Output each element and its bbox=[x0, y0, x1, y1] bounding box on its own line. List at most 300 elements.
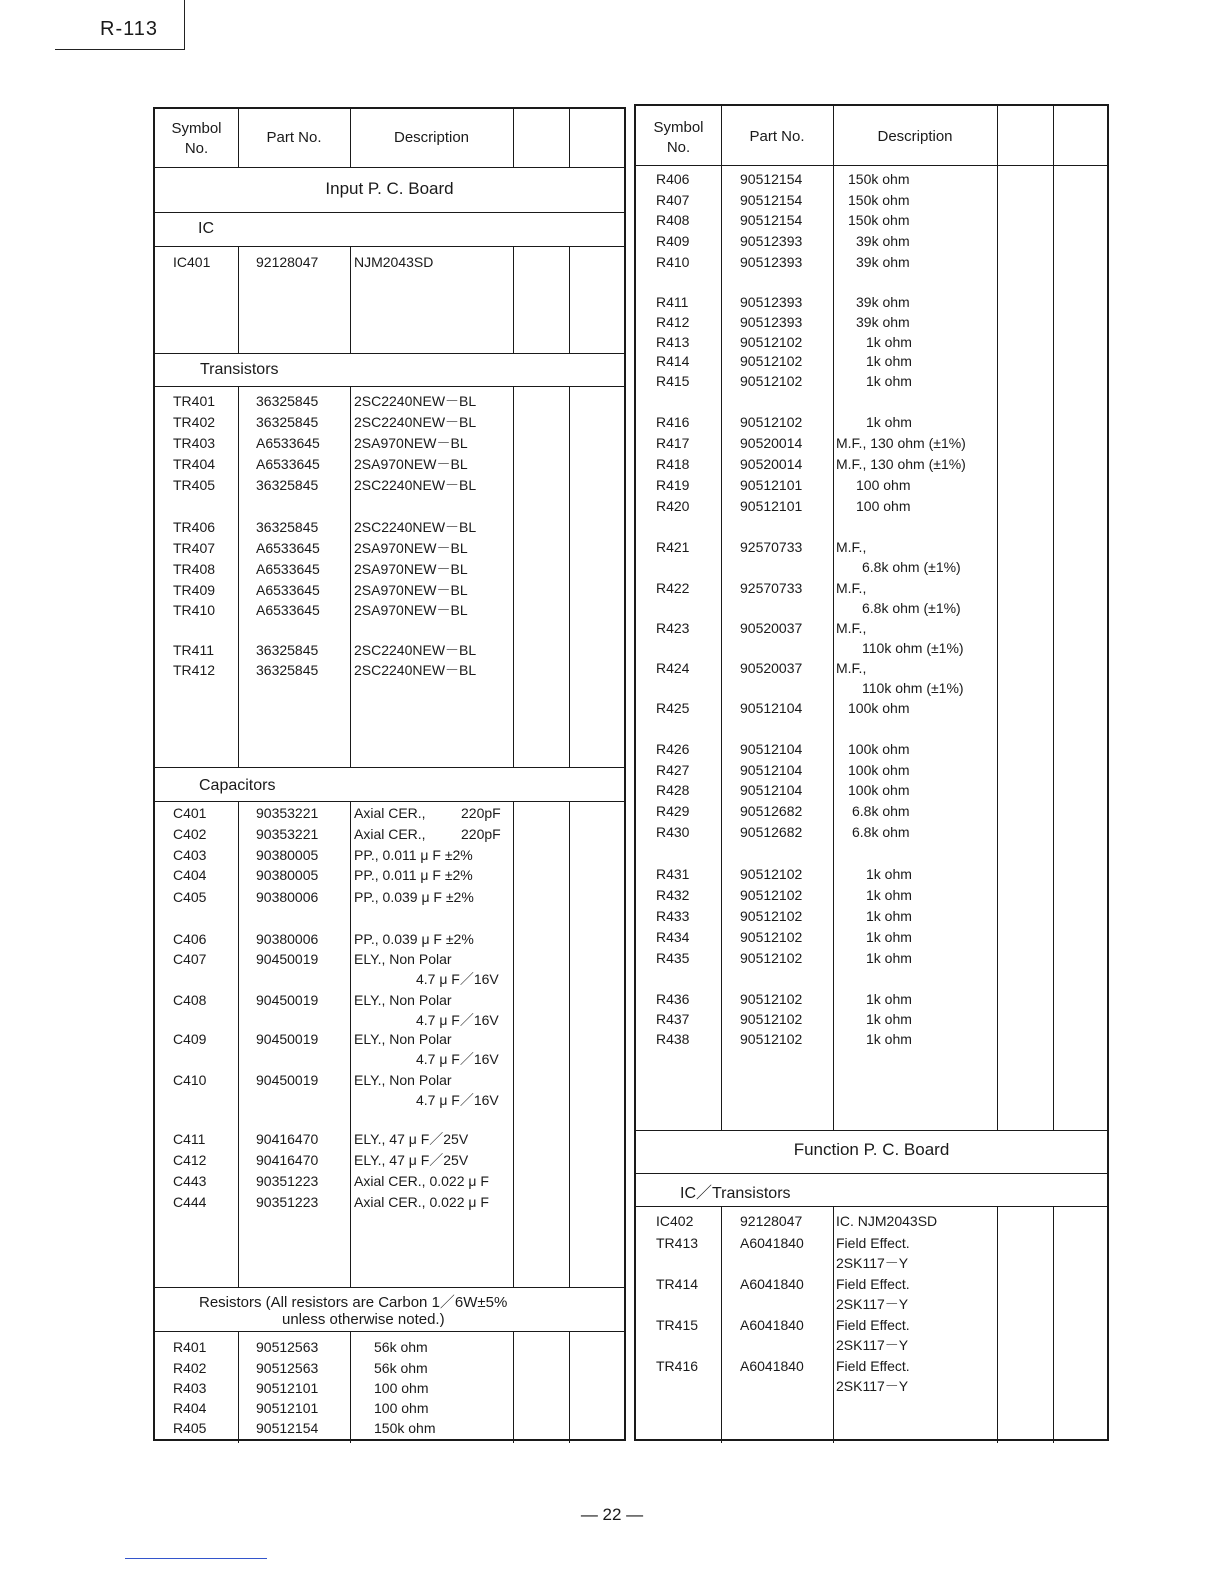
description-cell: PP., 0.039 μ F ±2% bbox=[354, 931, 474, 947]
right-parts-table bbox=[634, 104, 1109, 1441]
part-number-cell: 90512102 bbox=[740, 1031, 803, 1047]
symbol-cell: R413 bbox=[656, 334, 690, 350]
part-number-cell: 92128047 bbox=[256, 254, 319, 270]
part-row bbox=[636, 822, 1107, 842]
part-number-cell: 90512102 bbox=[740, 991, 803, 1007]
description-cell: 56k ohm bbox=[374, 1339, 428, 1355]
value-cell: 2SK117－Y bbox=[836, 1296, 909, 1312]
part-row bbox=[155, 580, 624, 600]
description-cell: 56k ohm bbox=[374, 1360, 428, 1376]
header-description: Description bbox=[393, 129, 470, 146]
description-cell: ELY., Non Polar bbox=[354, 992, 452, 1008]
part-number-cell: 90512102 bbox=[740, 353, 803, 369]
description-cell: 100 ohm bbox=[856, 498, 911, 514]
left-parts-table bbox=[153, 107, 626, 1441]
description-cell: ELY., Non Polar bbox=[354, 1031, 452, 1047]
part-number-cell: A6041840 bbox=[740, 1317, 804, 1333]
description-cell: 2SC2240NEW－BL bbox=[354, 477, 477, 493]
description-cell: M.F., bbox=[836, 660, 867, 676]
symbol-cell: C444 bbox=[173, 1194, 207, 1210]
description-cell: IC. NJM2043SD bbox=[836, 1213, 938, 1229]
value-cell: 110k ohm (±1%) bbox=[862, 640, 964, 656]
part-row bbox=[155, 1029, 624, 1049]
part-row bbox=[155, 990, 624, 1010]
part-number-cell: 90512154 bbox=[740, 212, 803, 228]
part-number-cell: 90450019 bbox=[256, 992, 319, 1008]
part-number-cell: 90512104 bbox=[740, 741, 803, 757]
part-row bbox=[636, 351, 1107, 371]
part-row bbox=[636, 231, 1107, 251]
symbol-cell: R431 bbox=[656, 866, 690, 882]
description-cell: 150k ohm bbox=[848, 171, 910, 187]
part-number-cell: 90416470 bbox=[256, 1131, 319, 1147]
part-number-cell: 90512104 bbox=[740, 700, 803, 716]
part-number-cell: 90520037 bbox=[740, 620, 803, 636]
symbol-cell: R427 bbox=[656, 762, 690, 778]
capacitors-section-title: Capacitors bbox=[199, 777, 276, 794]
description-cell: 1k ohm bbox=[866, 991, 912, 1007]
description-cell: 1k ohm bbox=[866, 414, 912, 430]
part-number-cell: 90353221 bbox=[256, 826, 319, 842]
symbol-cell: R407 bbox=[656, 192, 690, 208]
part-row bbox=[636, 252, 1107, 272]
part-row bbox=[636, 780, 1107, 800]
part-row bbox=[636, 454, 1107, 474]
header-symbol-right: Symbol No. bbox=[653, 119, 704, 156]
description-cell: 100 ohm bbox=[374, 1380, 429, 1396]
part-row-continuation bbox=[636, 1253, 1107, 1273]
part-row bbox=[636, 948, 1107, 968]
model-vertical-rule bbox=[184, 0, 185, 50]
description-cell: 2SA970NEW－BL bbox=[354, 435, 468, 451]
part-number-cell: A6041840 bbox=[740, 1358, 804, 1374]
part-number-cell: 92570733 bbox=[740, 580, 803, 596]
description-cell: 39k ohm bbox=[856, 233, 910, 249]
ic-section-title: IC bbox=[198, 220, 214, 237]
symbol-cell: C406 bbox=[173, 931, 207, 947]
part-number-cell: 90512104 bbox=[740, 782, 803, 798]
part-number-cell: 90512102 bbox=[740, 414, 803, 430]
description-cell: 2SA970NEW－BL bbox=[354, 540, 468, 556]
part-number-cell: A6533645 bbox=[256, 540, 320, 556]
description-cell: 6.8k ohm bbox=[852, 824, 910, 840]
part-row bbox=[155, 412, 624, 432]
description-cell: 2SC2240NEW－BL bbox=[354, 414, 477, 430]
part-row bbox=[636, 578, 1107, 598]
description-cell: 1k ohm bbox=[866, 1011, 912, 1027]
description-cell: 1k ohm bbox=[866, 866, 912, 882]
part-row bbox=[155, 949, 624, 969]
description-cell: 100k ohm bbox=[848, 762, 910, 778]
description-cell: 100 ohm bbox=[374, 1400, 429, 1416]
description-cell: ELY., Non Polar bbox=[354, 951, 452, 967]
part-number-cell: 90512102 bbox=[740, 334, 803, 350]
description-cell: M.F., bbox=[836, 539, 867, 555]
part-number-cell: 90512682 bbox=[740, 824, 803, 840]
part-row bbox=[636, 989, 1107, 1009]
part-number-cell: 90512102 bbox=[740, 950, 803, 966]
part-row bbox=[636, 658, 1107, 678]
description-cell: 2SA970NEW－BL bbox=[354, 456, 468, 472]
part-row bbox=[155, 1192, 624, 1212]
symbol-cell: TR406 bbox=[173, 519, 216, 535]
symbol-cell: R419 bbox=[656, 477, 690, 493]
part-row-continuation bbox=[636, 1335, 1107, 1355]
description-cell: ELY., 47 μ F／25V bbox=[354, 1131, 469, 1147]
part-row bbox=[155, 538, 624, 558]
part-number-cell: 90512102 bbox=[740, 929, 803, 945]
description-cell: M.F., bbox=[836, 580, 867, 596]
value-cell: 4.7 μ F／16V bbox=[416, 1092, 499, 1108]
description-cell: 1k ohm bbox=[866, 353, 912, 369]
part-row bbox=[636, 292, 1107, 312]
description-cell: NJM2043SD bbox=[354, 254, 434, 270]
symbol-cell: R412 bbox=[656, 314, 690, 330]
part-row bbox=[636, 210, 1107, 230]
header-description-right: Description bbox=[877, 128, 953, 145]
part-row bbox=[155, 559, 624, 579]
part-number-cell: 92570733 bbox=[740, 539, 803, 555]
part-number-cell: A6041840 bbox=[740, 1276, 804, 1292]
part-number-cell: 90380006 bbox=[256, 931, 319, 947]
part-number-cell: 90520037 bbox=[740, 660, 803, 676]
part-number-cell: 36325845 bbox=[256, 642, 319, 658]
part-number-cell: A6533645 bbox=[256, 582, 320, 598]
description-cell: Field Effect. bbox=[836, 1358, 910, 1374]
part-row bbox=[636, 332, 1107, 352]
symbol-cell: TR404 bbox=[173, 456, 216, 472]
part-number-cell: 90351223 bbox=[256, 1194, 319, 1210]
symbol-cell: R408 bbox=[656, 212, 690, 228]
symbol-cell: C402 bbox=[173, 826, 207, 842]
part-row-continuation bbox=[636, 1376, 1107, 1396]
part-number-cell: 90512101 bbox=[256, 1400, 319, 1416]
part-row bbox=[155, 600, 624, 620]
part-number-cell: 90380005 bbox=[256, 847, 319, 863]
symbol-cell: R420 bbox=[656, 498, 690, 514]
part-row bbox=[636, 698, 1107, 718]
description-cell: 100k ohm bbox=[848, 782, 910, 798]
part-row bbox=[636, 618, 1107, 638]
value-cell: 2SK117－Y bbox=[836, 1337, 909, 1353]
part-row bbox=[636, 412, 1107, 432]
page-number: — 22 — bbox=[580, 1505, 644, 1524]
part-number-cell: 90351223 bbox=[256, 1173, 319, 1189]
part-number-cell: 36325845 bbox=[256, 414, 319, 430]
symbol-cell: TR403 bbox=[173, 435, 216, 451]
part-number-cell: 90353221 bbox=[256, 805, 319, 821]
header-part: Part No. bbox=[266, 129, 322, 146]
part-row bbox=[636, 1211, 1107, 1231]
description-cell: 39k ohm bbox=[856, 314, 910, 330]
part-row bbox=[155, 1418, 624, 1438]
part-row-continuation bbox=[636, 638, 1107, 658]
description-cell: Axial CER., 0.022 μ F bbox=[354, 1194, 489, 1210]
part-row bbox=[636, 312, 1107, 332]
part-number-cell: 90512102 bbox=[740, 887, 803, 903]
part-number-cell: 90380005 bbox=[256, 867, 319, 883]
part-row bbox=[636, 1356, 1107, 1376]
symbol-cell: R435 bbox=[656, 950, 690, 966]
part-number-cell: 90512563 bbox=[256, 1360, 319, 1376]
part-number-cell: 90520014 bbox=[740, 456, 803, 472]
description-cell: 100k ohm bbox=[848, 741, 910, 757]
transistors-section-title: Transistors bbox=[200, 361, 279, 378]
function-board-title: Function P. C. Board bbox=[793, 1140, 950, 1159]
description-cell: 39k ohm bbox=[856, 294, 910, 310]
description-cell: 100 ohm bbox=[856, 477, 911, 493]
description-cell: 150k ohm bbox=[374, 1420, 436, 1436]
ic-transistors-section-title: IC／Transistors bbox=[680, 1185, 791, 1202]
symbol-cell: R423 bbox=[656, 620, 690, 636]
description-cell: 1k ohm bbox=[866, 950, 912, 966]
symbol-cell: R417 bbox=[656, 435, 690, 451]
value-cell: 4.7 μ F／16V bbox=[416, 1051, 499, 1067]
description-cell: ELY., Non Polar bbox=[354, 1072, 452, 1088]
symbol-cell: TR413 bbox=[656, 1235, 699, 1251]
part-row bbox=[155, 1378, 624, 1398]
description-cell: PP., 0.011 μ F ±2% bbox=[354, 847, 473, 863]
symbol-cell: R430 bbox=[656, 824, 690, 840]
part-row bbox=[155, 517, 624, 537]
description-cell: Field Effect. bbox=[836, 1235, 910, 1251]
part-row-continuation bbox=[636, 557, 1107, 577]
symbol-cell: TR415 bbox=[656, 1317, 699, 1333]
symbol-cell: R425 bbox=[656, 700, 690, 716]
part-number-cell: 90512102 bbox=[740, 1011, 803, 1027]
part-number-cell: 90380006 bbox=[256, 889, 319, 905]
part-row bbox=[636, 433, 1107, 453]
part-row bbox=[155, 929, 624, 949]
description-cell: 6.8k ohm bbox=[852, 803, 910, 819]
part-number-cell: 90450019 bbox=[256, 1072, 319, 1088]
symbol-cell: R424 bbox=[656, 660, 690, 676]
symbol-cell: R414 bbox=[656, 353, 690, 369]
part-row bbox=[155, 845, 624, 865]
symbol-cell: R405 bbox=[173, 1420, 207, 1436]
part-number-cell: A6533645 bbox=[256, 435, 320, 451]
symbol-cell: R428 bbox=[656, 782, 690, 798]
symbol-cell: R429 bbox=[656, 803, 690, 819]
value-cell: 220pF bbox=[461, 826, 501, 842]
part-number-cell: 90512393 bbox=[740, 294, 803, 310]
symbol-cell: IC401 bbox=[173, 254, 211, 270]
part-row bbox=[636, 1233, 1107, 1253]
part-number-cell: 36325845 bbox=[256, 662, 319, 678]
value-cell: 2SK117－Y bbox=[836, 1378, 909, 1394]
part-number-cell: A6041840 bbox=[740, 1235, 804, 1251]
part-row bbox=[155, 660, 624, 680]
symbol-cell: C401 bbox=[173, 805, 207, 821]
symbol-cell: R402 bbox=[173, 1360, 207, 1376]
value-cell: 110k ohm (±1%) bbox=[862, 680, 964, 696]
description-cell: Axial CER., bbox=[354, 805, 426, 821]
part-row bbox=[636, 1029, 1107, 1049]
part-number-cell: 90512563 bbox=[256, 1339, 319, 1355]
symbol-cell: TR409 bbox=[173, 582, 216, 598]
symbol-cell: R418 bbox=[656, 456, 690, 472]
description-cell: Axial CER., bbox=[354, 826, 426, 842]
symbol-cell: R410 bbox=[656, 254, 690, 270]
part-row bbox=[155, 1337, 624, 1357]
part-number-cell: 36325845 bbox=[256, 393, 319, 409]
part-row-continuation bbox=[636, 598, 1107, 618]
value-cell: 4.7 μ F／16V bbox=[416, 971, 499, 987]
part-row bbox=[636, 190, 1107, 210]
symbol-cell: TR408 bbox=[173, 561, 216, 577]
description-cell: 2SC2240NEW－BL bbox=[354, 662, 477, 678]
symbol-cell: R432 bbox=[656, 887, 690, 903]
part-number-cell: 90416470 bbox=[256, 1152, 319, 1168]
part-number-cell: 90512104 bbox=[740, 762, 803, 778]
symbol-cell: C403 bbox=[173, 847, 207, 863]
part-row bbox=[636, 739, 1107, 759]
symbol-cell: TR412 bbox=[173, 662, 216, 678]
symbol-cell: R411 bbox=[656, 294, 689, 310]
part-row bbox=[155, 824, 624, 844]
description-cell: 150k ohm bbox=[848, 192, 910, 208]
part-number-cell: 90512154 bbox=[740, 171, 803, 187]
description-cell: PP., 0.039 μ F ±2% bbox=[354, 889, 474, 905]
value-cell: 6.8k ohm (±1%) bbox=[862, 559, 961, 575]
part-number-cell: 90450019 bbox=[256, 1031, 319, 1047]
description-cell: 1k ohm bbox=[866, 373, 912, 389]
part-row bbox=[155, 1070, 624, 1090]
part-row bbox=[155, 252, 624, 272]
part-number-cell: 90450019 bbox=[256, 951, 319, 967]
part-number-cell: 90512102 bbox=[740, 908, 803, 924]
part-row bbox=[155, 433, 624, 453]
symbol-cell: TR410 bbox=[173, 602, 216, 618]
symbol-cell: R401 bbox=[173, 1339, 207, 1355]
part-number-cell: 90512101 bbox=[256, 1380, 319, 1396]
description-cell: 1k ohm bbox=[866, 1031, 912, 1047]
description-cell: Field Effect. bbox=[836, 1276, 910, 1292]
part-row bbox=[636, 864, 1107, 884]
symbol-cell: TR411 bbox=[173, 642, 214, 658]
symbol-cell: C443 bbox=[173, 1173, 207, 1189]
symbol-cell: R403 bbox=[173, 1380, 207, 1396]
symbol-cell: R433 bbox=[656, 908, 690, 924]
symbol-cell: TR407 bbox=[173, 540, 216, 556]
part-row bbox=[155, 865, 624, 885]
symbol-cell: C410 bbox=[173, 1072, 207, 1088]
part-number-cell: 90512393 bbox=[740, 254, 803, 270]
part-row bbox=[155, 887, 624, 907]
part-row-continuation bbox=[636, 1294, 1107, 1314]
description-cell: M.F., bbox=[836, 620, 867, 636]
description-cell: Field Effect. bbox=[836, 1317, 910, 1333]
part-row-continuation bbox=[155, 1010, 624, 1030]
symbol-cell: C408 bbox=[173, 992, 207, 1008]
resistors-section-title: Resistors (All resistors are Carbon 1／6W±5% bbox=[199, 1294, 508, 1311]
part-number-cell: 90512101 bbox=[740, 498, 803, 514]
part-row bbox=[155, 1358, 624, 1378]
part-row bbox=[636, 169, 1107, 189]
symbol-cell: R416 bbox=[656, 414, 690, 430]
description-cell: 2SA970NEW－BL bbox=[354, 582, 468, 598]
part-number-cell: 90512102 bbox=[740, 373, 803, 389]
symbol-cell: C409 bbox=[173, 1031, 207, 1047]
model-number: R-113 bbox=[100, 18, 158, 40]
symbol-cell: R434 bbox=[656, 929, 690, 945]
part-row bbox=[155, 803, 624, 823]
part-number-cell: 92128047 bbox=[740, 1213, 803, 1229]
description-cell: 2SC2240NEW－BL bbox=[354, 642, 477, 658]
symbol-cell: C405 bbox=[173, 889, 207, 905]
symbol-cell: R421 bbox=[656, 539, 690, 555]
symbol-cell: R415 bbox=[656, 373, 690, 389]
description-cell: 1k ohm bbox=[866, 887, 912, 903]
header-part-right: Part No. bbox=[749, 128, 805, 145]
part-row bbox=[155, 475, 624, 495]
part-row-continuation bbox=[155, 1049, 624, 1069]
model-underline bbox=[55, 49, 184, 50]
value-cell: 6.8k ohm (±1%) bbox=[862, 600, 961, 616]
part-row-continuation bbox=[155, 969, 624, 989]
description-cell: 2SC2240NEW－BL bbox=[354, 393, 477, 409]
part-row bbox=[636, 1009, 1107, 1029]
description-cell: 100k ohm bbox=[848, 700, 910, 716]
symbol-cell: C412 bbox=[173, 1152, 207, 1168]
description-cell: 39k ohm bbox=[856, 254, 910, 270]
symbol-cell: C411 bbox=[173, 1131, 206, 1147]
description-cell: 1k ohm bbox=[866, 334, 912, 350]
symbol-cell: R422 bbox=[656, 580, 690, 596]
symbol-cell: TR401 bbox=[173, 393, 216, 409]
part-row bbox=[636, 496, 1107, 516]
part-row bbox=[155, 1398, 624, 1418]
symbol-cell: TR402 bbox=[173, 414, 216, 430]
part-row bbox=[155, 391, 624, 411]
part-row bbox=[636, 885, 1107, 905]
part-number-cell: 36325845 bbox=[256, 519, 319, 535]
part-row bbox=[155, 454, 624, 474]
description-cell: Axial CER., 0.022 μ F bbox=[354, 1173, 489, 1189]
part-row bbox=[155, 1129, 624, 1149]
symbol-cell: R438 bbox=[656, 1031, 690, 1047]
part-row bbox=[636, 927, 1107, 947]
symbol-cell: TR414 bbox=[656, 1276, 699, 1292]
description-cell: PP., 0.011 μ F ±2% bbox=[354, 867, 473, 883]
symbol-cell: R404 bbox=[173, 1400, 207, 1416]
symbol-cell: R409 bbox=[656, 233, 690, 249]
symbol-cell: TR405 bbox=[173, 477, 216, 493]
part-number-cell: 90512101 bbox=[740, 477, 803, 493]
symbol-cell: TR416 bbox=[656, 1358, 699, 1374]
value-cell: 220pF bbox=[461, 805, 501, 821]
description-cell: 2SA970NEW－BL bbox=[354, 602, 468, 618]
symbol-cell: IC402 bbox=[656, 1213, 694, 1229]
part-number-cell: A6533645 bbox=[256, 456, 320, 472]
description-cell: M.F., 130 ohm (±1%) bbox=[836, 435, 966, 451]
part-number-cell: 90512682 bbox=[740, 803, 803, 819]
part-row bbox=[155, 1171, 624, 1191]
part-number-cell: A6533645 bbox=[256, 602, 320, 618]
part-row-continuation bbox=[155, 1090, 624, 1110]
part-row bbox=[155, 1150, 624, 1170]
part-number-cell: 90512154 bbox=[740, 192, 803, 208]
symbol-cell: R406 bbox=[656, 171, 690, 187]
symbol-cell: R426 bbox=[656, 741, 690, 757]
part-number-cell: 90512393 bbox=[740, 233, 803, 249]
symbol-cell: R436 bbox=[656, 991, 690, 1007]
part-row bbox=[636, 475, 1107, 495]
value-cell: 2SK117－Y bbox=[836, 1255, 909, 1271]
part-number-cell: 90512154 bbox=[256, 1420, 319, 1436]
footer-rule bbox=[125, 1558, 267, 1559]
header-symbol: Symbol No. bbox=[171, 120, 222, 157]
